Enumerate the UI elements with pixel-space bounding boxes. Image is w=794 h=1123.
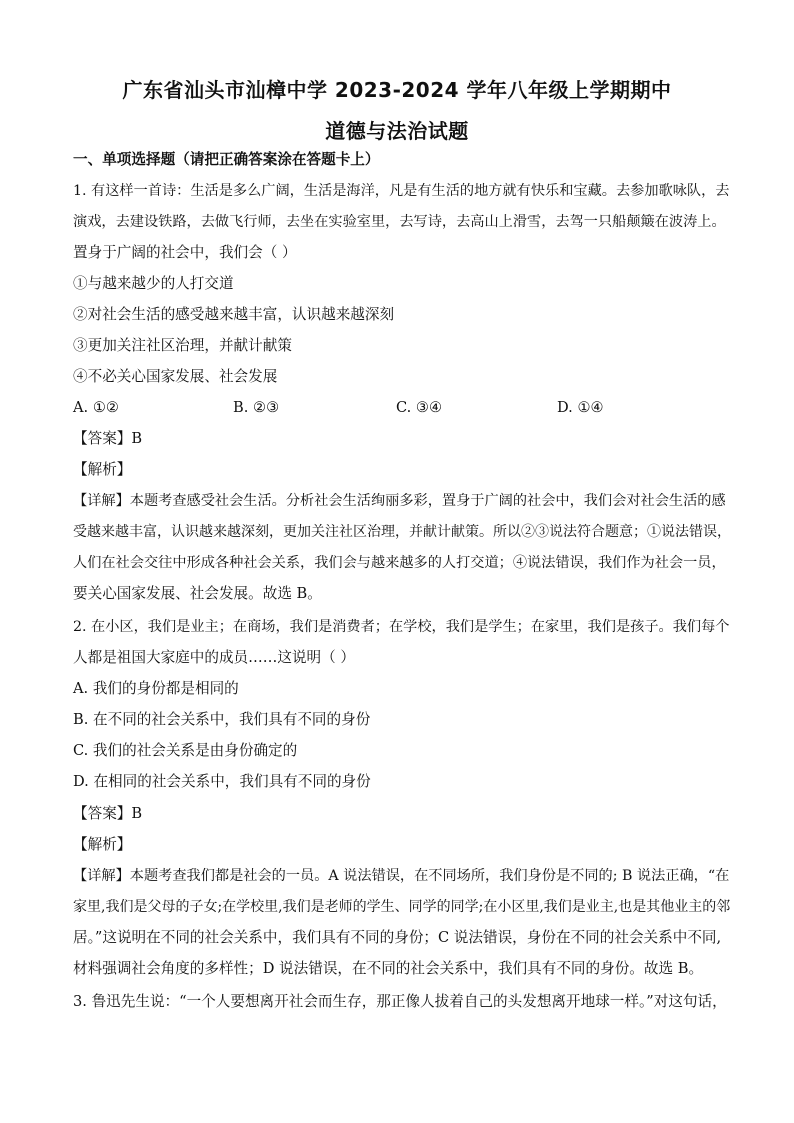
q1-answer: 【答案】B [73, 430, 143, 447]
q2-detail-3: 居。”这说明在不同的社会关系中，我们具有不同的身份；C 说法错误，身份在不同的社会关系中不同, [73, 929, 722, 946]
q2-option-b: B. 在不同的社会关系中，我们具有不同的身份 [73, 711, 371, 728]
q1-option-a: A. ①② [73, 399, 119, 416]
doc-title: 广东省汕头市汕樟中学 2023-2024 学年八年级上学期期中 [122, 78, 672, 102]
section-heading: 一、单项选择题（请把正确答案涂在答题卡上） [73, 151, 380, 168]
doc-subtitle: 道德与法治试题 [325, 119, 469, 143]
q2-option-d: D. 在相同的社会关系中，我们具有不同的身份 [73, 773, 371, 790]
q1-item-4: ④不必关心国家发展、社会发展 [73, 368, 278, 385]
q1-detail-4: 要关心国家发展、社会发展。故选 B。 [73, 585, 322, 602]
q2-analysis-label: 【解析】 [73, 836, 132, 853]
q2-detail-4: 材料强调社会角度的多样性；D 说法错误，在不同的社会关系中，我们具有不同的身份。故选 B。 [73, 960, 704, 977]
q3-line-1: 3. 鲁迅先生说：“一个人要想离开社会而生存，那正像人拔着自己的头发想离开地球一样。”对这句话， [73, 993, 727, 1010]
q1-detail-1: 【详解】本题考查感受社会生活。分析社会生活绚丽多彩，置身于广阔的社会中，我们会对社会生活的感 [73, 493, 726, 509]
q1-detail-2: 受越来越丰富，认识越来越深刻，更加关注社区治理，并献计献策。所以②③说法符合题意；①说法错误， [73, 524, 731, 540]
q2-line-1: 2. 在小区，我们是业主；在商场，我们是消费者；在学校，我们是学生；在家里，我们是孩子。我们每个 [73, 619, 730, 635]
q1-item-2: ②对社会生活的感受越来越丰富，认识越来越深刻 [73, 306, 395, 323]
q2-detail-2: 家里,我们是父母的子女;在学校里,我们是老师的学生、同学的同学;在小区里,我们是业主,也是其他业主的邻 [73, 899, 731, 915]
q1-option-d: D. ①④ [557, 399, 604, 416]
q1-line-2: 演戏，去建设铁路，去做飞行师，去坐在实验室里，去写诗，去高山上滑雪，去驾一只船颠簸在波涛上。 [73, 214, 726, 230]
q1-detail-3: 人们在社会交往中形成各种社会关系，我们会与越来越多的人打交道；④说法错误，我们作为社会一员， [73, 555, 726, 571]
q1-analysis-label: 【解析】 [73, 461, 132, 478]
q1-item-3: ③更加关注社区治理，并献计献策 [73, 337, 292, 354]
q2-option-a: A. 我们的身份都是相同的 [73, 680, 239, 697]
q2-line-2: 人都是祖国大家庭中的成员……这说明（ ） [73, 649, 355, 666]
q1-line-1: 1. 有这样一首诗：生活是多么广阔，生活是海洋，凡是有生活的地方就有快乐和宝藏。去参加歌咏队，去 [73, 183, 730, 199]
q2-answer: 【答案】B [73, 805, 143, 822]
q2-detail-1: 【详解】本题考查我们都是社会的一员。A 说法错误，在不同场所，我们身份是不同的; B 说法正确，“在 [73, 868, 730, 884]
q1-item-1: ①与越来越少的人打交道 [73, 275, 234, 292]
q1-line-3: 置身于广阔的社会中，我们会（ ） [73, 244, 297, 261]
q1-option-c: C. ③④ [396, 399, 443, 416]
q1-option-b: B. ②③ [233, 399, 280, 416]
q2-option-c: C. 我们的社会关系是由身份确定的 [73, 742, 298, 759]
